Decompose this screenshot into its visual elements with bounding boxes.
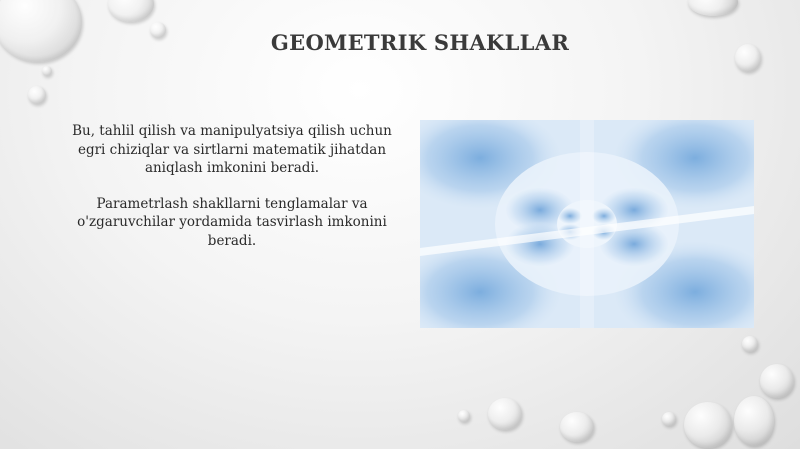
water-drop-decoration: [760, 364, 794, 398]
water-drop-decoration: [150, 22, 166, 38]
body-paragraph: Parametrlash shakllarni tenglamalar va o'zgaruvchilar yordamida tasvirlash imkonini beradi.: [77, 195, 387, 249]
water-drop-decoration: [662, 412, 676, 426]
water-drop-decoration: [684, 402, 732, 448]
water-drop-decoration: [742, 336, 758, 352]
geometric-pattern-graphic: [420, 120, 754, 328]
water-drop-decoration: [0, 0, 82, 62]
slide-body: [62, 122, 402, 267]
water-drop-decoration: [108, 0, 154, 22]
water-drop-decoration: [42, 66, 52, 76]
water-drop-decoration: [688, 0, 738, 16]
water-drop-decoration: [560, 412, 594, 442]
slide-title: GEOMETRIK SHAKLLAR: [270, 30, 570, 55]
water-drop-decoration: [735, 44, 761, 72]
water-drop-decoration: [488, 398, 522, 430]
water-drop-decoration: [28, 86, 46, 104]
geometric-pattern-image: [420, 120, 754, 328]
body-paragraph: Bu, tahlil qilish va manipulyatsiya qilish uchun egri chiziqlar va sirtlarni matematik jihatdan aniqlash imkonini beradi.: [72, 123, 392, 176]
water-drop-decoration: [458, 410, 470, 422]
water-drop-decoration: [734, 396, 774, 446]
